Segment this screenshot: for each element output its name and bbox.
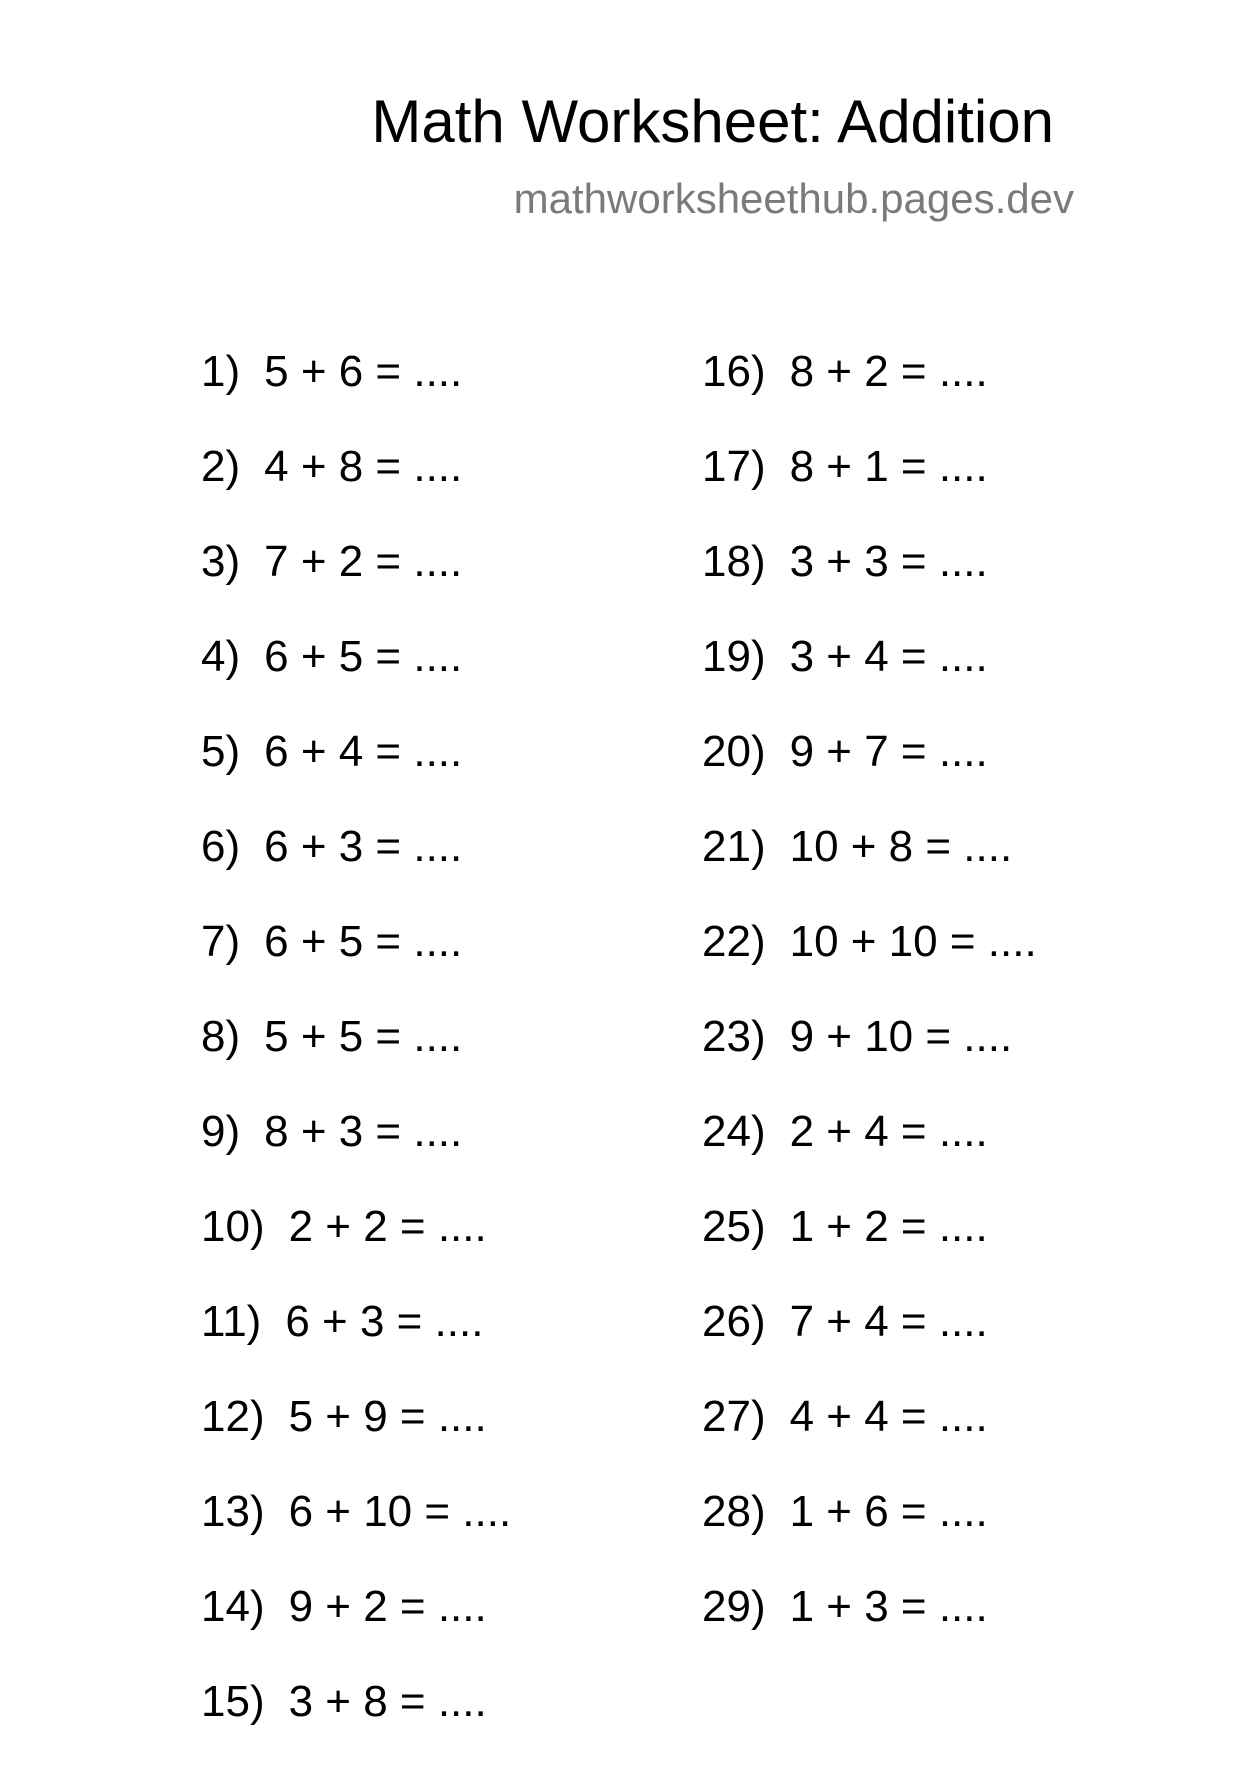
problem-expression: 8 + 3 = .... [264, 1107, 463, 1156]
problem-expression: 1 + 6 = .... [789, 1487, 988, 1536]
problem-expression: 1 + 3 = .... [789, 1582, 988, 1631]
problem-item [702, 1582, 1037, 1680]
problem-expression: 6 + 10 = .... [288, 1487, 512, 1536]
problem-number: 27) [702, 1392, 766, 1441]
problem-number: 9) [201, 1107, 241, 1156]
problem-list-left [201, 347, 512, 1775]
problem-item [201, 442, 511, 540]
problem-number: 22) [702, 917, 766, 966]
problem-expression: 2 + 2 = .... [288, 1202, 487, 1251]
page-title: Math Worksheet: Addition [371, 88, 1054, 155]
problem-number: 23) [702, 1012, 766, 1061]
problem-item [201, 822, 511, 920]
problem-expression: 5 + 9 = .... [288, 1392, 487, 1441]
problem-number: 10) [201, 1202, 265, 1251]
problem-expression: 1 + 2 = .... [789, 1202, 988, 1251]
problem-item [702, 442, 1037, 540]
problem-item [201, 727, 511, 825]
problem-item [702, 537, 1037, 635]
problem-number: 11) [201, 1297, 262, 1346]
problem-expression: 9 + 7 = .... [789, 727, 988, 776]
problem-item [702, 347, 1037, 445]
problem-expression: 4 + 8 = .... [264, 442, 463, 491]
problem-expression: 4 + 4 = .... [789, 1392, 988, 1441]
problem-item [201, 537, 511, 635]
problem-number: 17) [702, 442, 766, 491]
problem-expression: 5 + 6 = .... [264, 347, 463, 396]
problem-item [702, 1202, 1037, 1300]
problem-number: 18) [702, 537, 766, 586]
problem-number: 21) [702, 822, 766, 871]
problem-number: 20) [702, 727, 766, 776]
problem-number: 2) [201, 442, 241, 491]
problem-list-right [702, 347, 1037, 1680]
problem-expression: 6 + 4 = .... [264, 727, 463, 776]
problem-number: 26) [702, 1297, 766, 1346]
problem-number: 16) [702, 347, 766, 396]
problem-expression: 8 + 2 = .... [789, 347, 988, 396]
problem-item [201, 1487, 512, 1585]
problem-expression: 3 + 8 = .... [288, 1677, 487, 1726]
problem-expression: 2 + 4 = .... [789, 1107, 988, 1156]
problem-expression: 6 + 3 = .... [285, 1297, 484, 1346]
problem-expression: 9 + 10 = .... [789, 1012, 1013, 1061]
problem-item [201, 917, 511, 1015]
problem-number: 12) [201, 1392, 265, 1441]
problem-expression: 6 + 5 = .... [264, 917, 463, 966]
problem-expression: 6 + 5 = .... [264, 632, 463, 681]
problem-item [702, 917, 1037, 1015]
problem-item [201, 1012, 511, 1110]
problem-expression: 3 + 3 = .... [789, 537, 988, 586]
problem-expression: 9 + 2 = .... [288, 1582, 487, 1631]
problem-item [702, 1107, 1037, 1205]
problem-expression: 7 + 4 = .... [789, 1297, 988, 1346]
problem-expression: 6 + 3 = .... [264, 822, 463, 871]
problem-item [201, 1677, 511, 1775]
problem-number: 15) [201, 1677, 265, 1726]
problem-item [201, 1107, 511, 1205]
problem-item [201, 1297, 511, 1395]
problem-item [702, 632, 1037, 730]
problem-item [702, 727, 1037, 825]
problem-number: 5) [201, 727, 241, 776]
problem-expression: 10 + 8 = .... [789, 822, 1013, 871]
problem-item [201, 347, 511, 445]
problem-expression: 3 + 4 = .... [789, 632, 988, 681]
problem-expression: 7 + 2 = .... [264, 537, 463, 586]
problem-item [201, 1202, 511, 1300]
problem-number: 19) [702, 632, 766, 681]
problem-item [201, 1582, 511, 1680]
problem-item [702, 1487, 1037, 1585]
problem-number: 7) [201, 917, 241, 966]
problem-number: 14) [201, 1582, 265, 1631]
problem-item [201, 1392, 511, 1490]
problem-number: 4) [201, 632, 241, 681]
site-url: mathworksheethub.pages.dev [513, 175, 1074, 222]
problem-number: 8) [201, 1012, 241, 1061]
problem-item [702, 1297, 1037, 1395]
problem-number: 25) [702, 1202, 766, 1251]
problem-item [201, 632, 511, 730]
problem-number: 29) [702, 1582, 766, 1631]
problem-number: 6) [201, 822, 241, 871]
problem-number: 1) [201, 347, 241, 396]
problem-expression: 8 + 1 = .... [789, 442, 988, 491]
problem-item [702, 1012, 1037, 1110]
problem-item [702, 1392, 1037, 1490]
worksheet-header [371, 88, 1074, 222]
problem-number: 28) [702, 1487, 766, 1536]
problem-expression: 10 + 10 = .... [789, 917, 1037, 966]
problem-item [702, 822, 1037, 920]
problem-number: 24) [702, 1107, 766, 1156]
problem-number: 13) [201, 1487, 265, 1536]
problem-number: 3) [201, 537, 241, 586]
problem-expression: 5 + 5 = .... [264, 1012, 463, 1061]
